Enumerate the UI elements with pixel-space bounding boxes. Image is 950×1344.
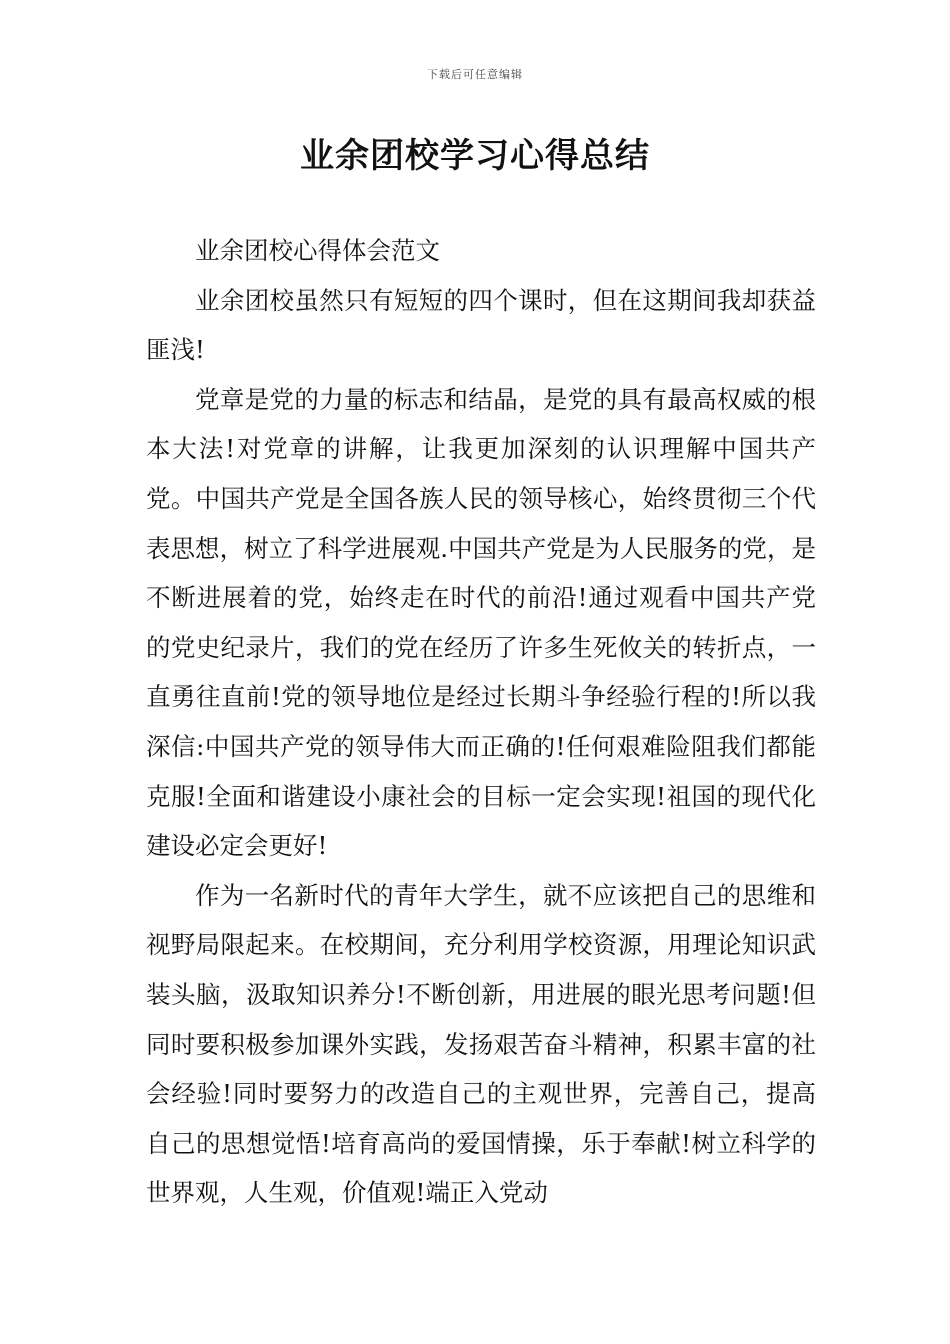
paragraph-party-constitution: 党章是党的力量的标志和结晶，是党的具有最高权威的根本大法!对党章的讲解，让我更加深刻的认识理解中国共产党。中国共产党是全国各族人民的领导核心，始终贯彻三个代表思想，树立了科学进展观.中国共产党是为人民服务的党，是不断进展着的党，始终走在时代的前沿!通过观看中国共产党的党史纪录片，我们的党在经历了许多生死攸关的转折点，一直勇往直前!党的领导地位是经过长期斗争经验行程的!所以我深信:中国共产党的领导伟大而正确的!任何艰难险阻我们都能克服!全面和谐建设小康社会的目标一定会实现!祖国的现代化建设必定会更好!: [146, 384, 816, 861]
header-note: 下载后可任意编辑: [427, 68, 523, 81]
paragraph-subtitle: 业余团校心得体会范文: [195, 236, 440, 265]
document-body: [146, 226, 816, 1218]
paragraph-youth-duty: 作为一名新时代的青年大学生，就不应该把自己的思维和视野局限起来。在校期间，充分利用学校资源，用理论知识武装头脑，汲取知识养分!不断创新，用进展的眼光思考问题!但同时要积极参加课外实践，发扬艰苦奋斗精神，积累丰富的社会经验!同时要努力的改造自己的主观世界，完善自己，提高自己的思想觉悟!培育高尚的爱国情操，乐于奉献!树立科学的世界观，人生观，价值观!端正入党动: [146, 880, 816, 1208]
paragraph-intro: 业余团校虽然只有短短的四个课时，但在这期间我却获益匪浅!: [146, 285, 816, 365]
document-title: 业余团校学习心得总结: [300, 136, 650, 176]
